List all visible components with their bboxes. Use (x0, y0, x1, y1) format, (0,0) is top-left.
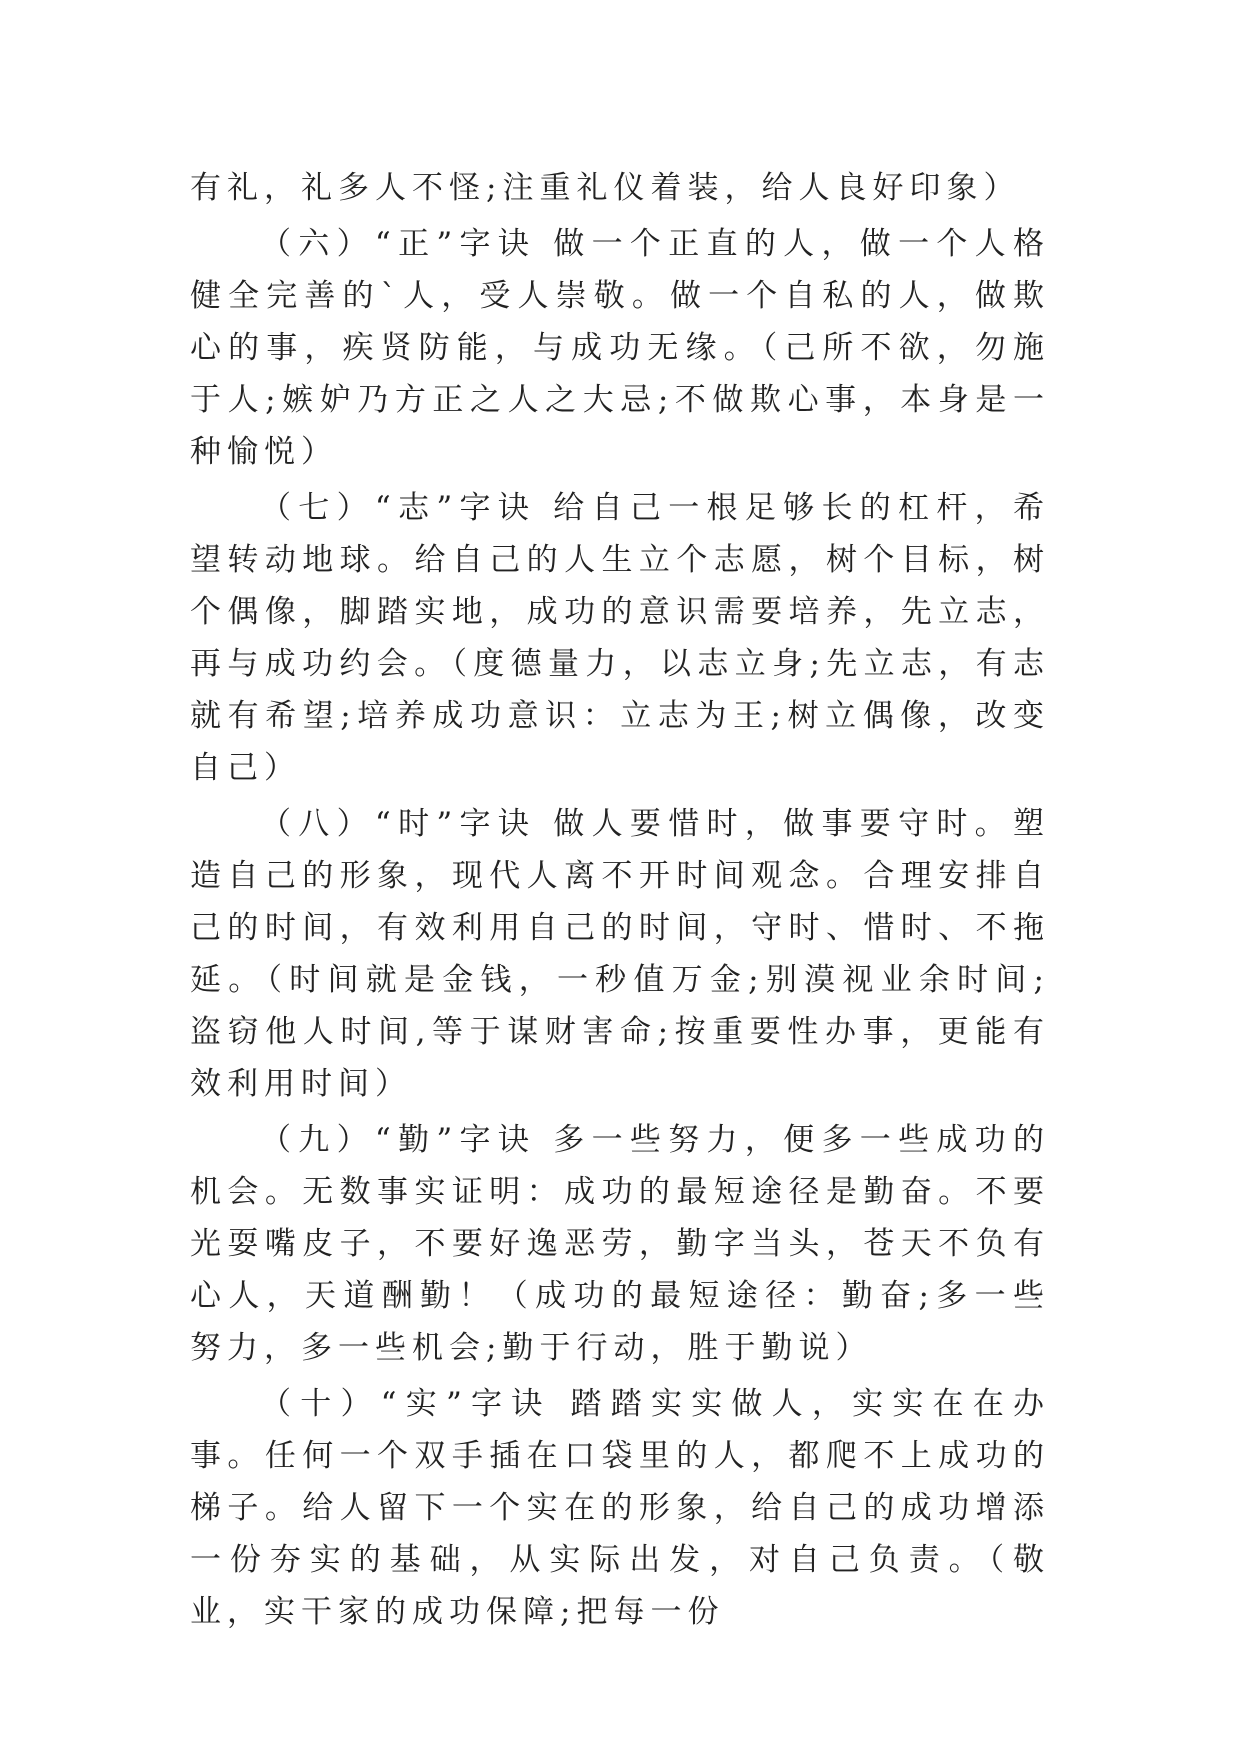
paragraph-shi-solid: （十）“实”字诀 踏踏实实做人，实实在在办事。任何一个双手插在口袋里的人，都爬不上成功的梯子。给人留下一个实在的形象，给自己的成功增添一份夯实的基础，从实际出发，对自己负责。（敬业，实干家的成功保障;把每一份 (190, 1386, 1050, 1630)
paragraph-shi: （八）“时”字诀 做人要惜时，做事要守时。塑造自己的形象，现代人离不开时间观念。合理安排自己的时间，有效利用自己的时间，守时、惜时、不拖延。（时间就是金钱，一秒值万金;别漠视业余时间;盗窃他人时间,等于谋财害命;按重要性办事，更能有效利用时间） (190, 806, 1050, 1102)
paragraph-zheng: （六）“正”字诀 做一个正直的人，做一个人格健全完善的`人，受人崇敬。做一个自私的人，做欺心的事，疾贤防能，与成功无缘。（己所不欲，勿施于人;嫉妒乃方正之人之大忌;不做欺心事，本身是一种愉悦） (190, 226, 1050, 470)
paragraph-continuation: 有礼，礼多人不怪;注重礼仪着装，给人良好印象） (190, 170, 1021, 206)
paragraph-qin: （九）“勤”字诀 多一些努力，便多一些成功的机会。无数事实证明：成功的最短途径是勤奋。不要光耍嘴皮子，不要好逸恶劳，勤字当头，苍天不负有心人，天道酬勤！（成功的最短途径：勤奋;多一些努力，多一些机会;勤于行动，胜于勤说） (190, 1122, 1050, 1366)
document-body (190, 162, 1050, 1642)
paragraph-zhi: （七）“志”字诀 给自己一根足够长的杠杆，希望转动地球。给自己的人生立个志愿，树个目标，树个偶像，脚踏实地，成功的意识需要培养，先立志，再与成功约会。（度德量力，以志立身;先立志，有志就有希望;培养成功意识：立志为王;树立偶像，改变自己） (190, 490, 1050, 786)
